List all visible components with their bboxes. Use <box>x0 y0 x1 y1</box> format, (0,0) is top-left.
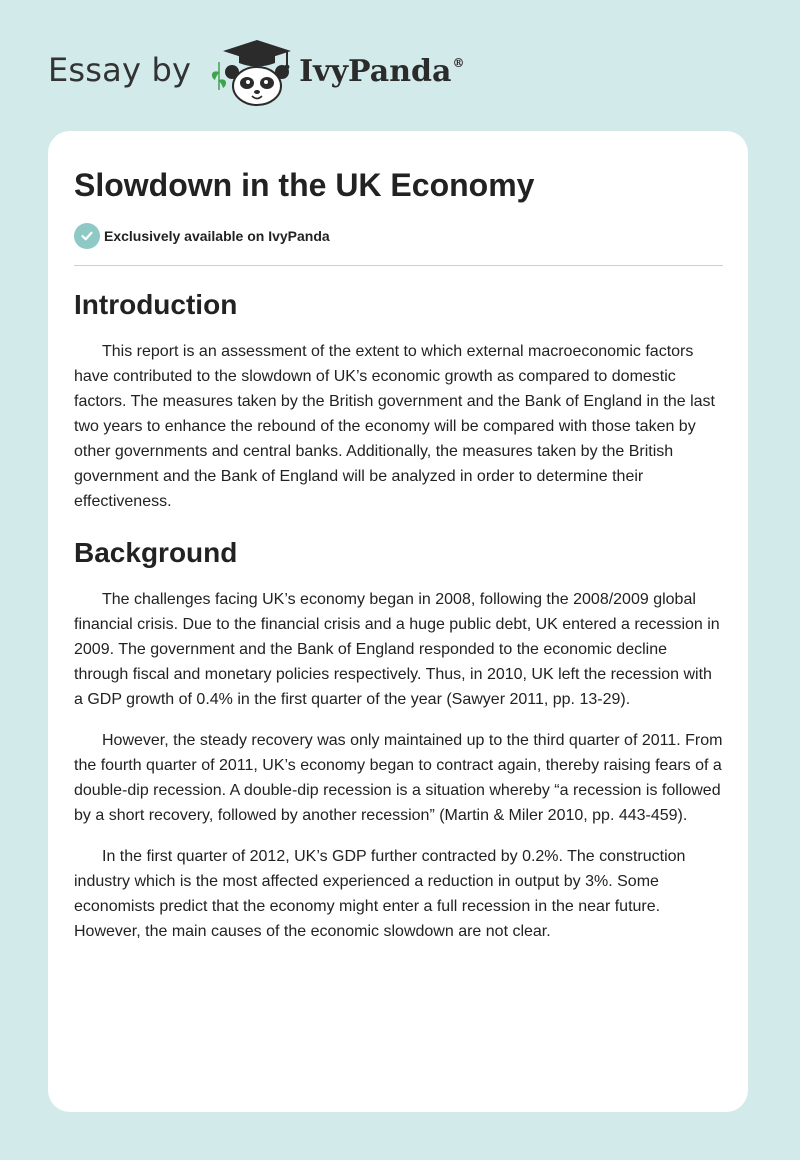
paragraph: This report is an assessment of the extent to which external macroeconomic factors have contributed to the slowdown of UK’s economic growth as compared to domestic factors. The measures taken by the British government and the Bank of England in the last two years to enhance the rebound of the economy will be compared with those taken by other governments and central banks. Additionally, the measures taken by the British government and the Bank of England will be analyzed in order to determine their effectiveness. <box>74 343 715 510</box>
exclusive-badge <box>74 223 723 249</box>
section-heading: Background <box>74 537 238 568</box>
registered-mark: ® <box>452 55 465 70</box>
section-background <box>74 536 723 944</box>
essay-content <box>74 131 723 944</box>
paragraph: In the first quarter of 2012, UK’s GDP further contracted by 0.2%. The construction industry which is the most affected experienced a reduction in output by 3%. Some economists predict that the economy might enter a full recession in the near future. However, the main causes of the economic slowdown are not clear. <box>74 848 686 940</box>
essay-card <box>48 131 748 1112</box>
site-brand[interactable] <box>48 36 464 108</box>
brand-name: IvyPanda® <box>299 53 465 89</box>
brand-prefix: Essay by <box>48 51 192 89</box>
check-circle-icon <box>74 223 100 249</box>
exclusive-badge-label: Exclusively available on IvyPanda <box>104 228 330 244</box>
panda-graduate-logo-icon <box>205 36 295 108</box>
paragraph: However, the steady recovery was only maintained up to the third quarter of 2011. From the fourth quarter of 2011, UK’s economy began to contract again, thereby raising fears of a double-dip recession. A double-dip recession is a situation whereby “a recession is followed by a short recovery, followed by another recession” (Martin & Miler 2010, pp. 443-459). <box>74 732 723 824</box>
title-divider <box>74 265 723 266</box>
page-title: Slowdown in the UK Economy <box>74 167 535 203</box>
section-heading: Introduction <box>74 289 238 320</box>
paragraph: The challenges facing UK’s economy began in 2008, following the 2008/2009 global financial crisis. Due to the financial crisis and a huge public debt, UK entered a recession in 2009. The government and the Bank of England responded to the economic decline through fiscal and monetary policies respectively. Thus, in 2010, UK left the recession with a GDP growth of 0.4% in the first quarter of the year (Sawyer 2011, pp. 13-29). <box>74 591 720 708</box>
section-introduction <box>74 288 723 514</box>
